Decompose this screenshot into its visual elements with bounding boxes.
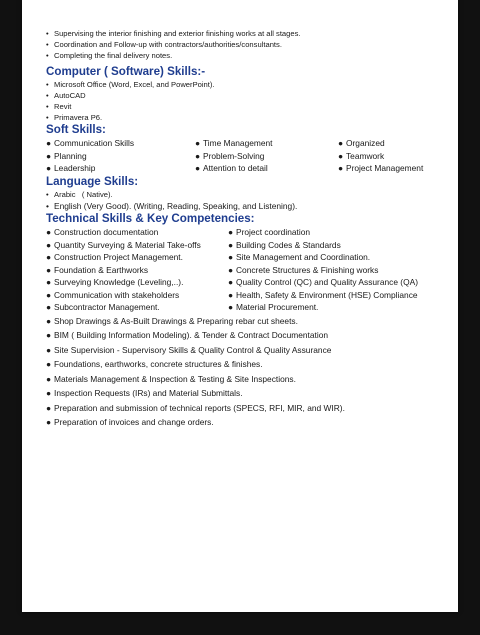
soft-skills-heading: Soft Skills: — [46, 123, 106, 136]
list-item: • English (Very Good). (Writing, Reading, Speaking, and Listening). — [46, 200, 298, 211]
language-skills-heading: Language Skills: — [46, 174, 139, 188]
list-item: ● Foundation & Earthworks — [46, 264, 149, 275]
list-item: ● Material Procurement. — [228, 302, 319, 312]
list-item: ● Health, Safety & Environment (HSE) Compliance — [228, 289, 418, 300]
list-item: ● Communication with stakeholders — [46, 289, 180, 300]
resume-page — [22, 0, 458, 612]
list-item: ● Organized — [338, 138, 385, 148]
technical-skills-list — [46, 314, 446, 430]
list-item: ● Quantity Surveying & Material Take-offs — [46, 239, 201, 250]
language-skills-list — [46, 189, 446, 213]
resume-content — [46, 28, 446, 430]
list-item: ● Inspection Requests (IRs) and Material Submittals. — [46, 388, 243, 398]
list-item: • Revit — [46, 102, 72, 111]
list-item: ● Site Management and Coordination. — [228, 252, 371, 262]
list-item: • AutoCAD — [46, 91, 86, 100]
list-item: • Coordination and Follow-up with contractors/authorities/consultants. — [46, 40, 282, 49]
list-item: ● Communication Skills — [46, 138, 135, 148]
list-item: ● Construction Project Management. — [46, 252, 183, 262]
experience-list — [46, 28, 446, 61]
list-item: • Primavera P6. — [46, 113, 103, 122]
list-item: ● Concrete Structures & Finishing works — [228, 264, 379, 275]
list-item: ● Preparation and submission of technical reports (SPECS, RFI, MIR, and WIR). — [46, 402, 345, 413]
list-item: ● Building Codes & Standards — [228, 239, 341, 250]
list-item: ● BIM ( Building Information Modeling). & Tender & Contract Documentation — [46, 330, 329, 340]
list-item: ● Leadership — [46, 163, 96, 173]
list-item: ● Shop Drawings & As-Built Drawings & Preparing rebar cut sheets. — [46, 315, 298, 326]
list-item: ● Project coordination — [228, 227, 311, 237]
list-item: ● Subcontractor Management. — [46, 302, 160, 312]
list-item: • Completing the final delivery notes. — [46, 51, 173, 60]
technical-skills-grid — [46, 226, 446, 314]
list-item: • Microsoft Office (Word, Excel, and PowerPoint). — [46, 80, 215, 89]
computer-skills-list — [46, 79, 446, 123]
list-item: • Supervising the interior finishing and exterior finishing works at all stages. — [46, 29, 301, 38]
list-item: ● Attention to detail — [195, 163, 268, 173]
computer-skills-heading: Computer ( Software) Skills:- — [46, 65, 206, 78]
soft-skills-grid — [46, 137, 446, 175]
list-item: ● Time Management — [195, 138, 273, 148]
list-item: ● Project Management — [338, 163, 424, 173]
list-item: ● Materials Management & Inspection & Testing & Site Inspections. — [46, 373, 296, 384]
list-item: ● Preparation of invoices and change orders. — [46, 417, 214, 427]
list-item: ● Teamwork — [338, 150, 385, 161]
list-item: ● Site Supervision - Supervisory Skills & Quality Control & Quality Assurance — [46, 344, 332, 355]
list-item: ● Construction documentation — [46, 227, 159, 237]
list-item: • Arabic ( Native). — [46, 189, 113, 199]
technical-skills-heading: Technical Skills & Key Competencies: — [46, 212, 255, 225]
list-item: ● Planning — [46, 150, 87, 161]
list-item: ● Quality Control (QC) and Quality Assurance (QA) — [228, 277, 418, 287]
list-item: ● Problem-Solving — [195, 150, 265, 161]
list-item: ● Foundations, earthworks, concrete structures & finishes. — [46, 359, 263, 369]
list-item: ● Surveying Knowledge (Leveling,..). — [46, 277, 184, 287]
